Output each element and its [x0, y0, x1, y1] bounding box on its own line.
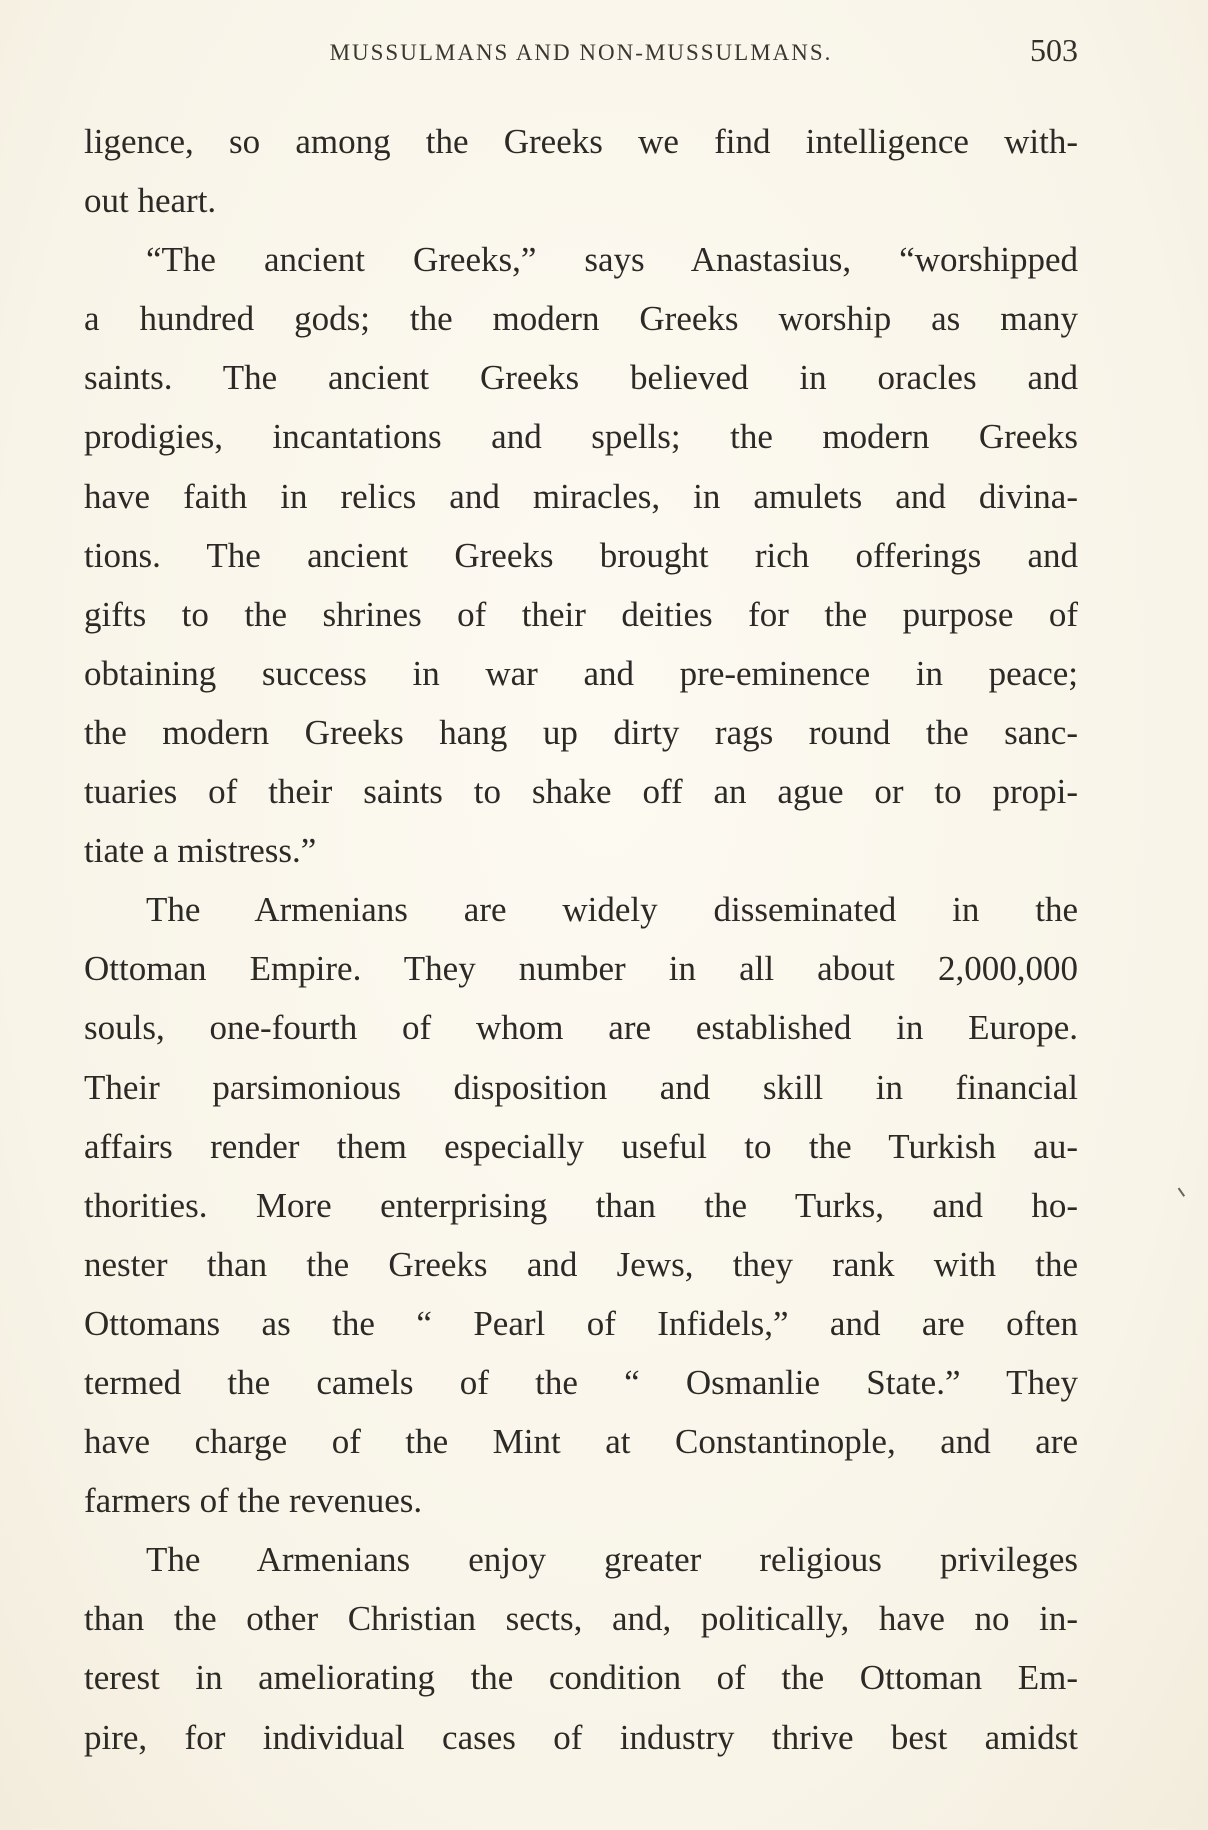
text-line: gifts to the shrines of their deities for the purpose of [84, 594, 1078, 634]
text-line: affairs render them especially useful to the Turkish au- [84, 1126, 1078, 1166]
text-line: pire, for individual cases of industry thrive best amidst [84, 1717, 1078, 1757]
text-line: have charge of the Mint at Constantinople, and are [84, 1422, 1078, 1462]
text-line: have faith in relics and miracles, in amulets and divina- [84, 476, 1078, 516]
text-line: termed the camels of the “ Osmanlie State.” They [84, 1362, 1078, 1402]
paragraph-4 [84, 1530, 1078, 1766]
text-line: tuaries of their saints to shake off an ague or to propi- [84, 772, 1078, 812]
text-line: obtaining success in war and pre-eminence in peace; [84, 653, 1078, 693]
text-line: terest in ameliorating the condition of the Ottoman Em- [84, 1658, 1078, 1698]
text-line: ligence, so among the Greeks we find intelligence with- [84, 122, 1078, 161]
text-line: Ottoman Empire. They number in all about 2,000,000 [84, 949, 1078, 989]
text-line: tions. The ancient Greeks brought rich offerings and [84, 535, 1078, 575]
text-line: “The ancient Greeks,” says Anastasius, “worshipped [146, 240, 1078, 280]
text-line: nester than the Greeks and Jews, they rank with the [84, 1244, 1078, 1284]
paragraph-2 [84, 230, 1078, 880]
text-line: Their parsimonious disposition and skill in financial [84, 1067, 1078, 1107]
text-line: the modern Greeks hang up dirty rags round the sanc- [84, 712, 1078, 752]
paragraph-1 [84, 112, 1078, 230]
page-number: 503 [1030, 32, 1078, 68]
text-line: than the other Christian sects, and, politically, have no in- [84, 1599, 1078, 1639]
page-header [84, 30, 1078, 80]
text-line: out heart. [84, 181, 217, 221]
text-line: souls, one-fourth of whom are established in Europe. [84, 1008, 1078, 1048]
text-line: thorities. More enterprising than the Turks, and ho- [84, 1185, 1078, 1225]
text-line: saints. The ancient Greeks believed in oracles and [84, 358, 1078, 398]
text-line: The Armenians enjoy greater religious privileges [146, 1540, 1078, 1580]
text-line: tiate a mistress.” [84, 831, 317, 871]
paragraph-3 [84, 880, 1078, 1530]
margin-mark [1178, 1185, 1189, 1197]
running-head: MUSSULMANS AND NON-MUSSULMANS. [329, 40, 833, 65]
body-text [84, 112, 1078, 1767]
text-line: The Armenians are widely disseminated in the [146, 890, 1078, 930]
text-line: farmers of the revenues. [84, 1481, 423, 1521]
text-line: a hundred gods; the modern Greeks worship as many [84, 299, 1078, 339]
text-line: prodigies, incantations and spells; the modern Greeks [84, 417, 1078, 457]
text-line: Ottomans as the “ Pearl of Infidels,” and are often [84, 1303, 1078, 1343]
